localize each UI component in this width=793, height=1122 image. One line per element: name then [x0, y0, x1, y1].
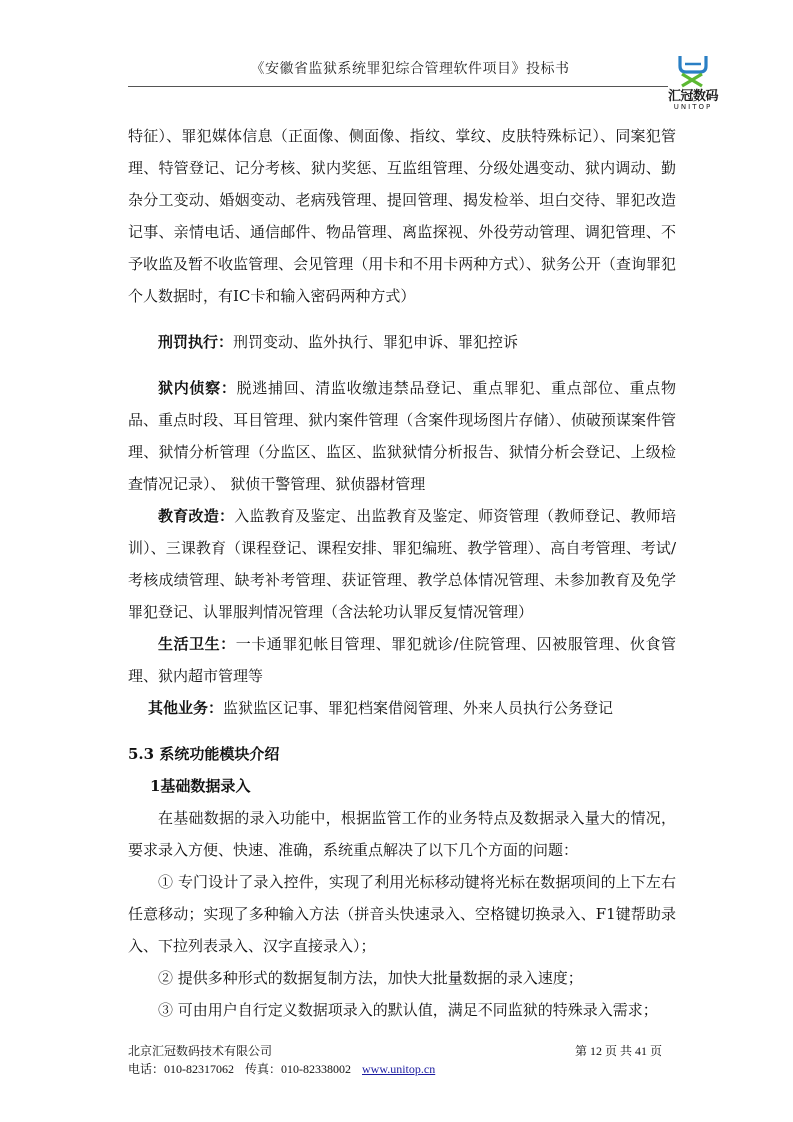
label-education-reform: 教育改造： — [158, 507, 235, 525]
footer-page-info: 第 12 页 共 41 页 — [574, 1044, 662, 1058]
list-item: ② 提供多种形式的数据复制方法，加快大批量数据的录入速度； — [158, 969, 583, 987]
document-body — [128, 120, 676, 1026]
paragraph-living-hygiene — [128, 628, 676, 692]
paragraph-continued: 特征）、罪犯媒体信息（正面像、侧面像、指纹、掌纹、皮肤特殊标记）、同案犯管理、特管登记、记分考核、狱内奖惩、互监组管理、分级处遇变动、狱内调动、勤杂分工变动、婚姻变动、老病残管理、提回管理、揭发检举、坦白交待、罪犯改造记事、亲情电话、通信邮件、物品管理、离监探视、外役劳动管理、调犯管理、不予收监及暂不收监管理、会见管理（用卡和不用卡两种方式）、狱务公开（查询罪犯个人数据时，有IC卡和输入密码两种方式） — [128, 127, 676, 305]
subsection-title: 1基础数据录入 — [150, 777, 251, 795]
document-header-title: 《安徽省监狱系统罪犯综合管理软件项目》投标书 — [250, 61, 570, 77]
header-divider — [128, 86, 668, 87]
section-title: 5.3 系统功能模块介绍 — [128, 745, 280, 763]
paragraph-other-business — [128, 692, 676, 724]
label-prison-investigation: 狱内侦察： — [158, 379, 237, 397]
text-penalty-execution: 刑罚变动、监外执行、罪犯申诉、罪犯控诉 — [233, 333, 519, 351]
label-penalty-execution: 刑罚执行： — [158, 333, 234, 351]
text-education-reform: 入监教育及鉴定、出监教育及鉴定、师资管理（教师登记、教师培训）、三课教育（课程登记、课程安排、罪犯编班、教学管理）、高自考管理、考试/考核成绩管理、缺考补考管理、获证管理、教学总体情况管理、未参加教育及免学罪犯登记、认罪服判情况管理（含法轮功认罪反复情况管理） — [128, 507, 676, 621]
paragraph-education-reform — [128, 500, 676, 628]
paragraph-penalty-execution — [128, 326, 676, 358]
list-item: ③ 可由用户自行定义数据项录入的默认值，满足不同监狱的特殊录入需求； — [158, 1001, 658, 1019]
logo-mark-icon — [668, 54, 718, 88]
footer-fax: 传真：010-82338002 — [245, 1062, 351, 1076]
paragraph-prison-investigation — [128, 372, 676, 500]
list-item: ① 专门设计了录入控件，实现了利用光标移动键将光标在数据项间的上下左右任意移动；实现了多种输入方法（拼音头快速录入、空格键切换录入、F1键帮助录入、下拉列表录入、汉字直接录入）； — [128, 873, 676, 955]
company-logo — [668, 54, 718, 118]
text-prison-investigation: 脱逃捕回、清监收缴违禁品登记、重点罪犯、重点部位、重点物品、重点时段、耳目管理、狱内案件管理（含案件现场图片存储）、侦破预谋案件管理、狱情分析管理（分监区、监区、监狱狱情分析报告、狱情分析会登记、上级检查情况记录）、 狱侦干警管理、狱侦器材管理 — [128, 379, 676, 493]
text-other-business: 监狱监区记事、罪犯档案借阅管理、外来人员执行公务登记 — [223, 699, 614, 717]
footer-website-link[interactable]: www.unitop.cn — [362, 1062, 436, 1076]
text-living-hygiene: 一卡通罪犯帐目管理、罪犯就诊/住院管理、囚被服管理、伙食管理、狱内超市管理等 — [128, 635, 676, 685]
footer-company: 北京汇冠数码技术有限公司 — [128, 1044, 273, 1058]
label-living-hygiene: 生活卫生： — [158, 635, 236, 653]
logo-text: 汇冠数码 — [668, 89, 719, 104]
paragraph-intro: 在基础数据的录入功能中，根据监管工作的业务特点及数据录入量大的情况，要求录入方便、快速、准确，系统重点解决了以下几个方面的问题： — [128, 809, 676, 859]
document-footer — [128, 1042, 668, 1078]
label-other-business: 其他业务： — [148, 699, 224, 717]
footer-phone: 电话：010-82317062 — [128, 1062, 234, 1076]
logo-subtext: UNITOP — [673, 103, 713, 111]
